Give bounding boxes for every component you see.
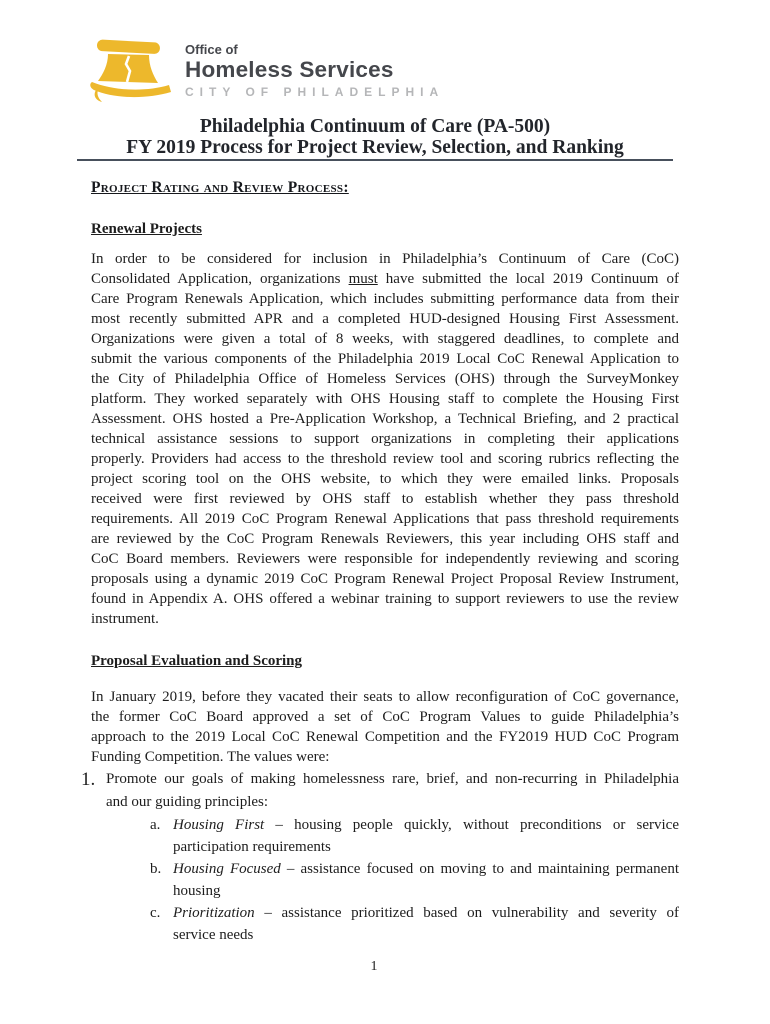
subitem-term: Prioritization [173,905,255,921]
paragraph-line: Funding Competition. The values were: [91,749,330,765]
coc-values-list [81,768,679,946]
logo-city-of-philadelphia: CITY OF PHILADELPHIA [185,85,445,99]
paragraph-line: are reviewed by the CoC Program Renewals Reviewers, this year including OHS staff and [91,531,679,547]
paragraph-line: most recently submitted APR and a completed HUD-designed Housing First Assessment. [91,311,679,327]
subitem-letter: b. [150,861,162,877]
list-subitem [150,858,679,902]
paragraph-line: technical assistance sessions to support organizations in completing their applications [91,431,679,447]
paragraph-line: found in Appendix A. OHS offered a webinar training to support reviewers to use the review [91,591,679,607]
subitem-line-1: Housing First – housing people quickly, without preconditions or service [173,817,679,833]
subitem-content [173,902,679,946]
paragraph-line: the former CoC Board approved a set of CoC Program Values to guide Philadelphia’s [91,709,679,725]
ohs-logo [84,38,444,104]
paragraph-line: submit the various components of the Philadelphia 2019 Local CoC Renewal Application to [91,351,679,367]
evaluation-paragraph [91,687,679,767]
logo-homeless-services: Homeless Services [185,57,394,82]
list-subitems [150,814,679,946]
paragraph-line: Assessment. OHS hosted a Pre-Application Workshop, a Technical Briefing, and 2 practical [91,411,679,427]
subitem-line-2: housing [173,883,221,899]
paragraph-line: Care Program Renewals Application, which includes submitting performance data from their [91,291,679,307]
subitem-content [173,814,679,858]
liberty-bell-icon [84,38,180,104]
heading-proposal-evaluation: Proposal Evaluation and Scoring [91,653,303,669]
title-line-1: Philadelphia Continuum of Care (PA-500) [199,116,551,137]
list-number: 1. [81,769,96,790]
subitem-content [173,858,679,902]
list-item-1-line-2: and our guiding principles: [106,794,269,810]
paragraph-line: requirements. All 2019 CoC Program Renewal Applications that pass threshold requirements [91,511,679,527]
page-number: 1 [370,959,378,974]
document-title [77,116,673,161]
paragraph-line: Consolidated Application, organizations must have submitted the local 2019 Continuum of [91,271,679,287]
logo-text [185,38,444,99]
paragraph-line: proposals using a dynamic 2019 CoC Program Renewal Project Proposal Review Instrument, [91,571,679,587]
subitem-line-2: service needs [173,927,254,943]
subitem-line-1: Housing Focused – assistance focused on moving to and maintaining permanent [173,861,679,877]
section-heading-project-rating: Project Rating and Review Process: [91,179,349,196]
paragraph-line: received were first reviewed by OHS staff to establish whether they pass threshold [91,491,679,507]
renewal-projects-paragraph [91,249,679,629]
heading-renewal-projects: Renewal Projects [91,221,202,237]
subitem-term: Housing Focused [173,861,281,877]
paragraph-line: project scoring tool on the OHS website, to which they were emailed links. Proposals [91,471,679,487]
paragraph-line: instrument. [91,611,159,627]
paragraph-line: properly. Providers had access to the threshold review tool and scoring rubrics reflecting the [91,451,679,467]
subitem-line-1: Prioritization – assistance prioritized based on vulnerability and severity of [173,905,679,921]
title-line-2: FY 2019 Process for Project Review, Selection, and Ranking [126,137,624,158]
paragraph-line: the City of Philadelphia Office of Homeless Services (OHS) through the SurveyMonkey [91,371,679,387]
list-item-1-content [106,768,679,814]
list-subitem [150,902,679,946]
paragraph-line: CoC Board members. Reviewers were responsible for independently reviewing and scoring [91,551,679,567]
list-item-1 [81,768,679,814]
paragraph-line: In order to be considered for inclusion in Philadelphia’s Continuum of Care (CoC) [91,251,679,267]
paragraph-line: approach to the 2019 Local CoC Renewal Competition and the FY2019 HUD CoC Program [91,729,679,745]
paragraph-line: Organizations were given a total of 8 weeks, with staggered deadlines, to complete and [91,331,679,347]
paragraph-line: In January 2019, before they vacated their seats to allow reconfiguration of CoC governance, [91,689,679,705]
list-item-1-line-1: Promote our goals of making homelessness rare, brief, and non-recurring in Philadelphia [106,771,679,787]
subitem-letter: a. [150,817,161,833]
underlined-word: must [348,271,378,287]
subitem-term: Housing First [173,817,265,833]
subitem-letter: c. [150,905,161,921]
paragraph-line: platform. They worked separately with OHS Housing staff to complete the Housing First [91,391,679,407]
subitem-line-2: participation requirements [173,839,331,855]
list-subitem [150,814,679,858]
logo-office-of: Office of [185,42,238,57]
